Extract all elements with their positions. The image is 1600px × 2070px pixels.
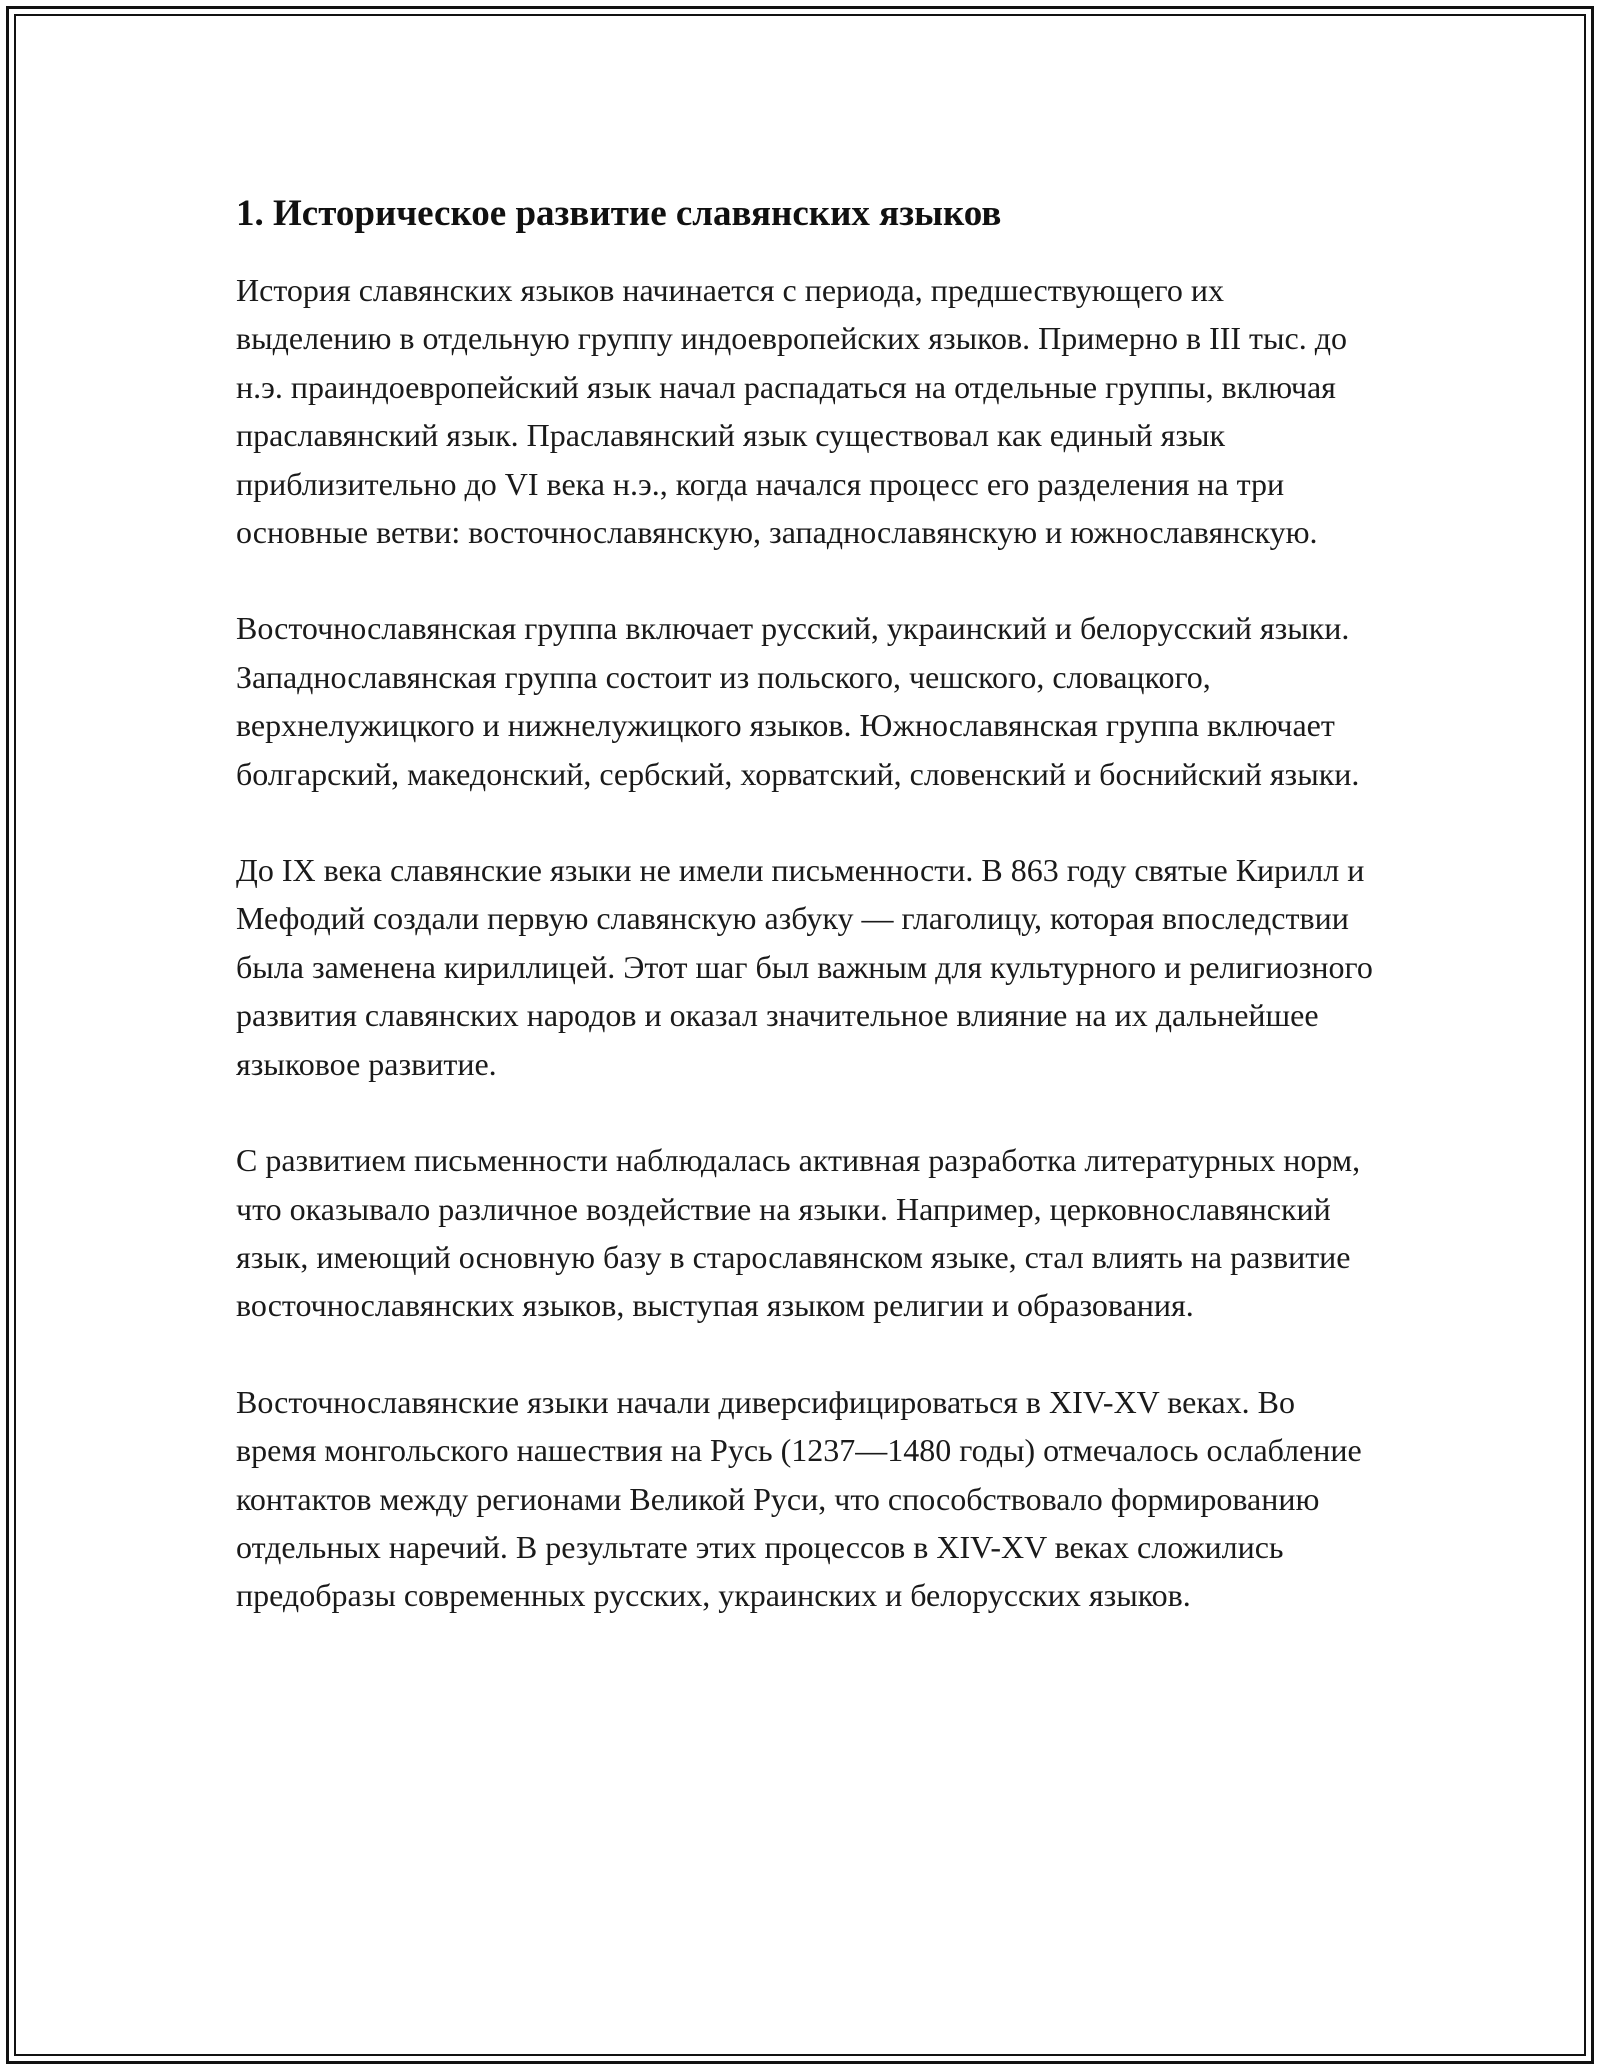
paragraph-2: Восточнославянская группа включает русский, украинский и белорусский языки. Западнославянская группа состоит из польского, чешского, словацкого, верхнелужицкого и нижнелужицкого языков. Южнославянская группа включает болгарский, македонский, сербский, хорватский, словенский и боснийский языки. (236, 610, 1360, 792)
paragraph-4: С развитием письменности наблюдалась активная разработка литературных норм, что оказывало различное воздействие на языки. Например, церковнославянский язык, имеющий основную базу в старославянском языке, стал влиять на развитие восточнославянских языков, выступая языком религии и образования. (236, 1142, 1361, 1324)
paragraph-5: Восточнославянские языки начали диверсифицироваться в XIV-XV веках. Во время монгольского нашествия на Русь (1237—1480 годы) отмечалось ослабление контактов между регионами Великой Руси, что способствовало формированию отдельных наречий. В результате этих процессов в XIV-XV веках сложились предобразы современных русских, украинских и белорусских языков. (236, 1383, 1362, 1614)
section-heading: 1. Историческое развитие славянских языков (236, 193, 1002, 234)
paragraph-1: История славянских языков начинается с периода, предшествующего их выделению в отдельную группу индоевропейских языков. Примерно в III тыс. до н.э. праиндоевропейский язык начал распадаться на отдельные группы, включая праславянский язык. Праславянский язык существовал как единый язык приблизительно до VI века н.э., когда начался процесс его разделения на три основные ветви: восточнославянскую, западнославянскую и южнославянскую. (236, 272, 1348, 551)
paragraph-3: До IX века славянские языки не имели письменности. В 863 году святые Кирилл и Мефодий создали первую славянскую азбуку — глаголицу, которая впоследствии была заменена кириллицей. Этот шаг был важным для культурного и религиозного развития славянских народов и оказал значительное влияние на их дальнейшее языковое развитие. (236, 852, 1373, 1082)
document-body (236, 188, 1376, 1668)
